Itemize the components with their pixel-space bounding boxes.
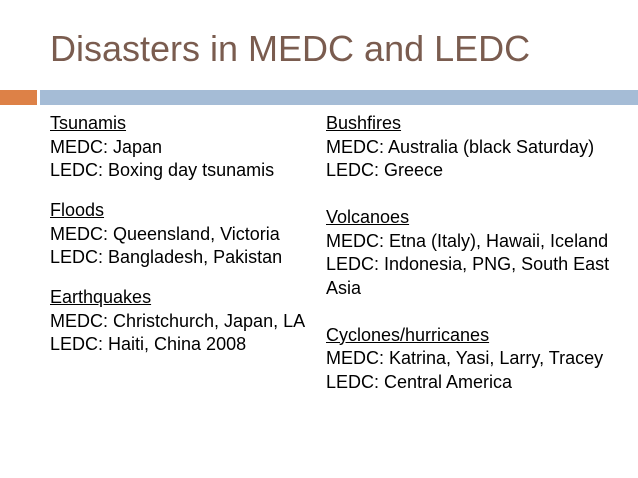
section-earthquakes	[50, 286, 312, 357]
title-rule-orange	[0, 90, 37, 105]
section-floods	[50, 199, 312, 270]
tsunamis-ledc: LEDC: Boxing day tsunamis	[50, 160, 275, 180]
floods-ledc: LEDC: Bangladesh, Pakistan	[50, 247, 283, 267]
section-heading-floods: Floods	[50, 200, 105, 220]
slide-title: Disasters in MEDC and LEDC	[50, 28, 531, 69]
tsunamis-medc: MEDC: Japan	[50, 136, 163, 157]
floods-medc: MEDC: Queensland, Victoria	[50, 223, 280, 244]
title-rule-blue	[40, 90, 638, 105]
bushfires-medc: MEDC: Australia (black Saturday)	[326, 136, 595, 157]
volcanoes-ledc: LEDC: Indonesia, PNG, South East Asia	[326, 254, 610, 298]
cyclones-ledc: LEDC: Central America	[326, 371, 513, 392]
section-cyclones	[326, 324, 616, 395]
section-heading-cyclones: Cyclones/hurricanes	[326, 324, 490, 345]
section-heading-bushfires: Bushfires	[326, 113, 402, 133]
earthquakes-medc: MEDC: Christchurch, Japan, LA	[50, 310, 306, 331]
section-volcanoes	[326, 206, 616, 300]
right-column	[326, 112, 616, 394]
cyclones-medc: MEDC: Katrina, Yasi, Larry, Tracey	[326, 348, 604, 368]
bushfires-ledc: LEDC: Greece	[326, 160, 444, 180]
section-tsunamis	[50, 112, 312, 183]
section-heading-volcanoes: Volcanoes	[326, 207, 410, 227]
section-heading-earthquakes: Earthquakes	[50, 287, 152, 307]
section-heading-tsunamis: Tsunamis	[50, 113, 127, 133]
section-bushfires	[326, 112, 616, 183]
volcanoes-medc: MEDC: Etna (Italy), Hawaii, Iceland	[326, 230, 609, 251]
earthquakes-ledc: LEDC: Haiti, China 2008	[50, 334, 247, 354]
left-column	[50, 112, 312, 357]
